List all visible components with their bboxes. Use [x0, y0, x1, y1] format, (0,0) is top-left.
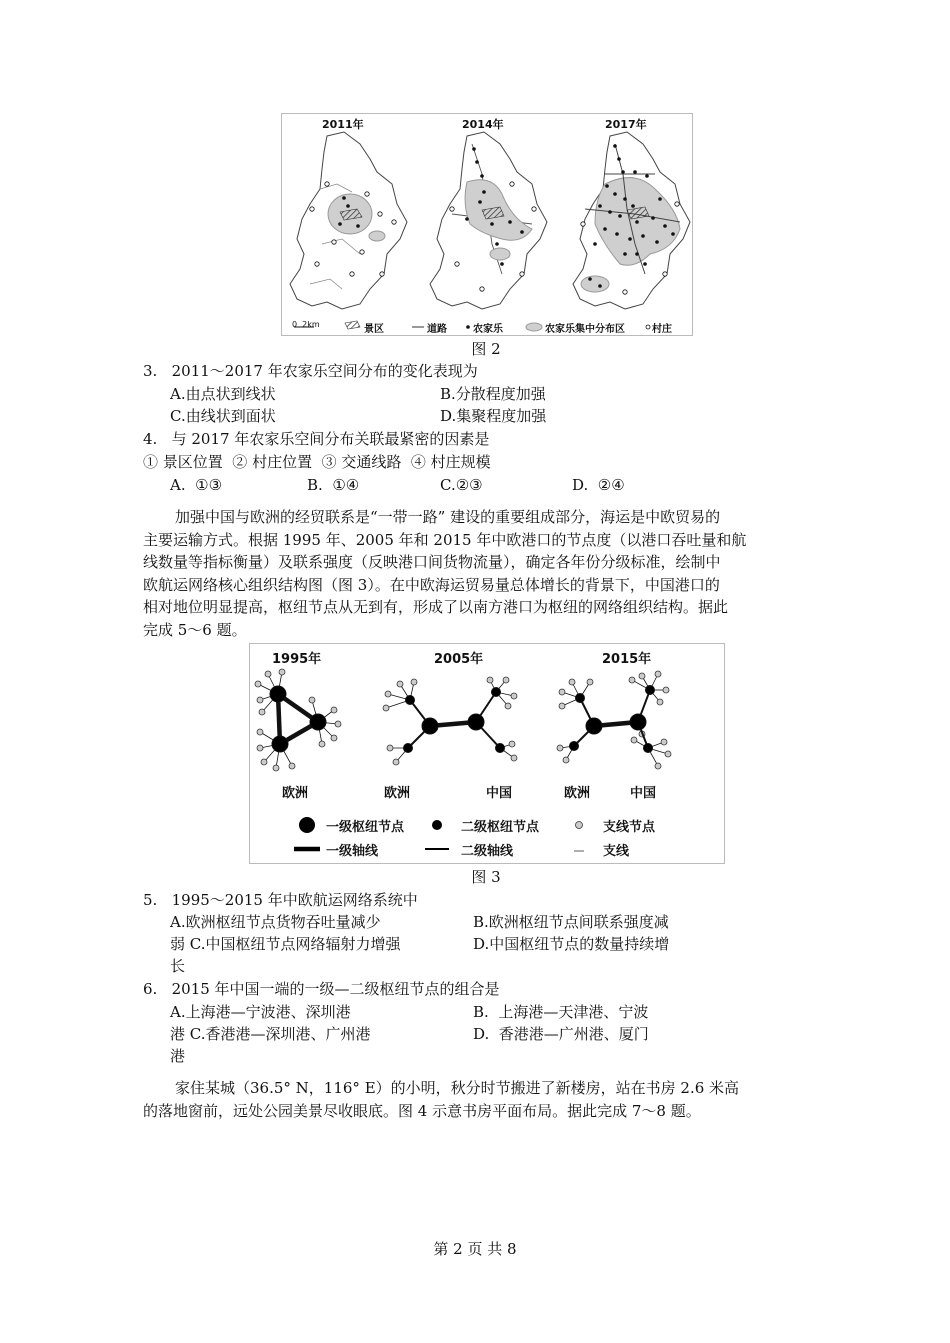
- map-2017: [573, 132, 690, 309]
- q6-wrap: 港: [170, 1047, 186, 1065]
- legend-cluster: 农家乐集中分布区: [545, 324, 625, 335]
- q3-option-a: A.由点状到线状: [170, 385, 276, 403]
- fig3-label-europe-2005: 欧洲: [384, 786, 411, 801]
- map-2014: [430, 132, 547, 309]
- q5-option-a: A.欧洲枢纽节点货物吞吐量减少: [170, 913, 381, 931]
- intro-5-6-line: 完成 5～6 题。: [143, 620, 247, 639]
- fig3-label-china-2005: 中国: [486, 786, 513, 801]
- q5-stem: 5. 1995～2015 年中欧航运网络系统中: [143, 891, 418, 909]
- legend-branch-line: 支线: [603, 844, 630, 859]
- intro-5-6-line: 相对地位明显提高，枢纽节点从无到有，形成了以南方港口为枢纽的网络组织结构。据此: [143, 598, 729, 616]
- figure-2-maps: [282, 114, 692, 335]
- intro-5-6-line: 加强中国与欧洲的经贸联系是“一带一路” 建设的重要组成部分，海运是中欧贸易的: [175, 508, 721, 526]
- network-2005: [383, 677, 517, 765]
- intro-5-6-line: 线数量等指标衡量）及联系强度（反映港口间货物流量），确定各年份分级标准，绘制中: [143, 553, 721, 571]
- fig3-year-2015: 2015年: [602, 652, 652, 667]
- intro-7-8-line: 的落地窗前，远处公园美景尽收眼底。图 4 示意书房平面布局。据此完成 7～8 题。: [143, 1101, 701, 1120]
- network-2015: [557, 671, 671, 769]
- q5-option-d: D.中国枢纽节点的数量持续增: [473, 935, 670, 953]
- q6-option-a: A.上海港—宁波港、深圳港: [170, 1003, 351, 1021]
- map-2011: [290, 132, 407, 309]
- fig3-year-1995: 1995年: [272, 652, 322, 667]
- intro-5-6-line: 主要运输方式。根据 1995 年、2005 年和 2015 年中欧港口的节点度（以港口吞吐量和航: [143, 530, 747, 549]
- intro-5-6-line: 欧航运网络核心组织结构图（图 3）。在中欧海运贸易量总体增长的背景下，中国港口的: [143, 575, 720, 594]
- figure-2-caption: 图 2: [471, 340, 501, 358]
- page-number: 第 2 页 共 8: [433, 1240, 517, 1258]
- fig3-label-europe-1995: 欧洲: [282, 786, 309, 801]
- q4-stem: 4. 与 2017 年农家乐空间分布关联最紧密的因素是: [143, 430, 490, 448]
- legend-scale: 0 2km: [292, 320, 320, 329]
- q3-option-c: C.由线状到面状: [170, 407, 276, 425]
- legend-primary-axis: 一级轴线: [326, 844, 379, 859]
- q6-stem: 6. 2015 年中国一端的一级—二级枢纽节点的组合是: [143, 980, 500, 998]
- fig3-year-2005: 2005年: [434, 652, 484, 667]
- legend-road: 道路: [427, 324, 447, 335]
- legend-primary-node: 一级枢纽节点: [326, 820, 405, 835]
- q4-option-b: B. ①④: [307, 476, 360, 494]
- intro-5-6: [143, 506, 803, 641]
- q3-stem: 3. 2011～2017 年农家乐空间分布的变化表现为: [143, 362, 478, 380]
- legend-village: 村庄: [652, 324, 672, 335]
- intro-7-8-line: 家住某城（36.5° N，116° E）的小明，秋分时节搬进了新楼房，站在书房 2.6 米高: [175, 1079, 740, 1097]
- q6-option-b: B. 上海港—天津港、宁波: [473, 1003, 649, 1021]
- intro-7-8: [143, 1077, 803, 1122]
- q6-option-c: 港 C.香港港—深圳港、广州港: [170, 1025, 371, 1043]
- legend-farmhouse: 农家乐: [473, 324, 503, 335]
- q5-option-c: 弱 C.中国枢纽节点网络辐射力增强: [170, 935, 401, 953]
- year-2014-label: 2014年: [462, 118, 504, 131]
- q4-option-d: D. ②④: [572, 476, 625, 494]
- legend-scenic: 景区: [364, 324, 384, 335]
- q5-option-b: B.欧洲枢纽节点间联系强度减: [473, 913, 669, 931]
- fig3-label-europe-2015: 欧洲: [564, 786, 591, 801]
- legend-secondary-axis: 二级轴线: [461, 844, 514, 859]
- q4-factors: ① 景区位置 ② 村庄位置 ③ 交通线路 ④ 村庄规模: [143, 453, 491, 471]
- year-2011-label: 2011年: [322, 118, 364, 131]
- q4-option-c: C.②③: [440, 476, 483, 494]
- q5-wrap: 长: [170, 957, 186, 975]
- network-1995: [255, 669, 341, 771]
- legend-branch-node: 支线节点: [603, 820, 656, 835]
- fig3-label-china-2015: 中国: [630, 786, 657, 801]
- q3-option-b: B.分散程度加强: [440, 385, 546, 403]
- figure-3-caption: 图 3: [471, 868, 501, 886]
- q4-option-a: A. ①③: [170, 476, 223, 494]
- q6-option-d: D. 香港港—广州港、厦门: [473, 1025, 649, 1043]
- figure-3: [249, 643, 725, 864]
- year-2017-label: 2017年: [605, 118, 647, 131]
- q3-option-d: D.集聚程度加强: [440, 407, 547, 425]
- figure-2: [281, 113, 693, 336]
- legend-secondary-node: 二级枢纽节点: [461, 820, 540, 835]
